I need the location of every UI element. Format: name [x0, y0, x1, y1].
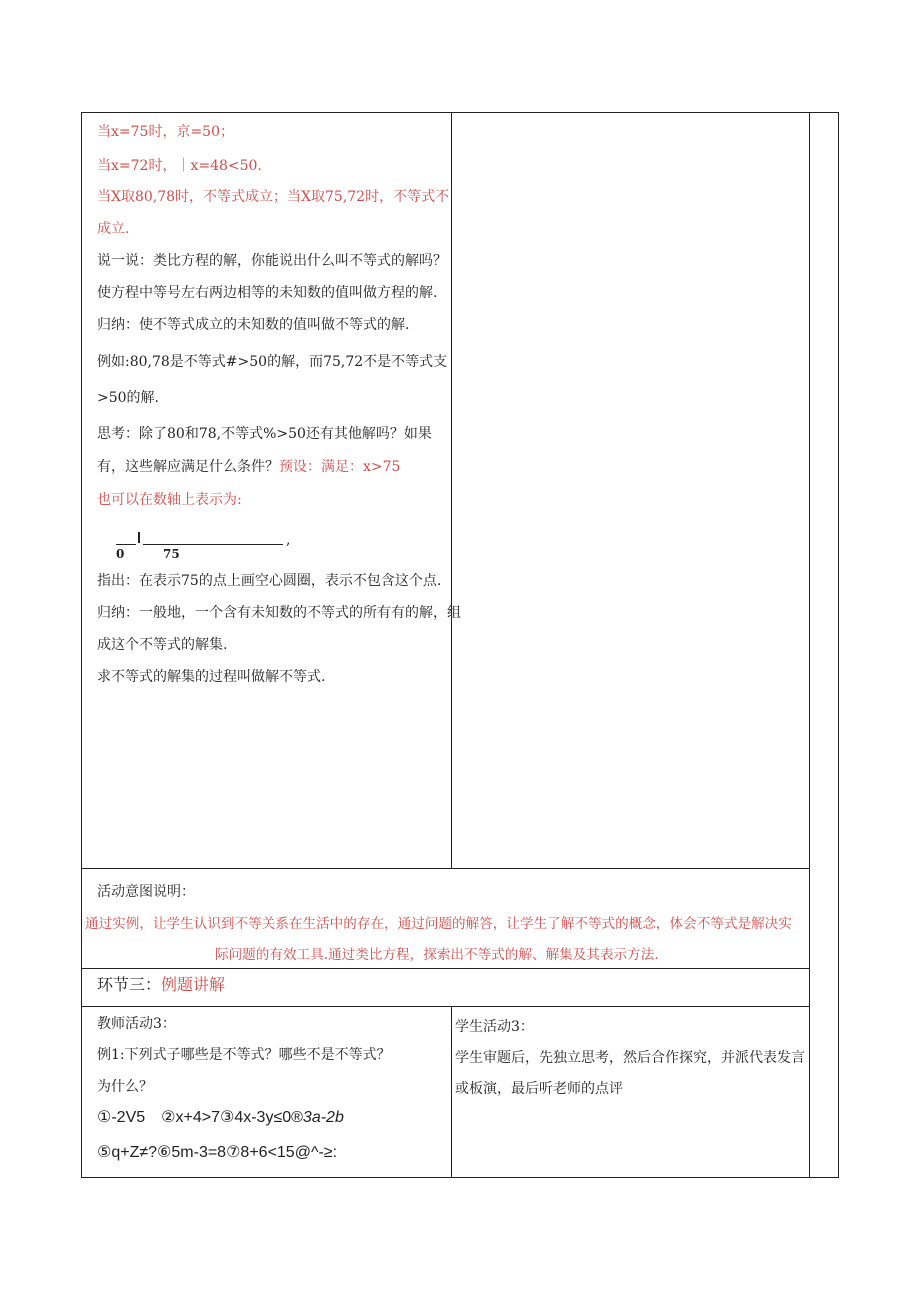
- text-line-equation-def: 使方程中等号左右两边相等的未知数的值叫做方程的解.: [97, 285, 438, 301]
- row-divider-3: [81, 1006, 810, 1007]
- red-line-3: 当X取80,78时，不等式成立；当X取75,72时，不等式不: [97, 189, 450, 205]
- intent-line-2: 际问题的有效工具.通过类比方程，探索出不等式的解、解集及其表示方法.: [215, 947, 659, 963]
- table-border-bottom: [81, 1177, 810, 1178]
- text-line-generalize: 归纳：一般地，一个含有未知数的不等式的所有有的解，组: [97, 605, 461, 621]
- number-line: [110, 525, 300, 561]
- text-line-generalize-cont: 成这个不等式的解集.: [97, 637, 228, 653]
- text-line-say: 说一说：类比方程的解，你能说出什么叫不等式的解吗？: [97, 253, 447, 269]
- think-question: 有，这些解应满足什么条件？: [97, 459, 279, 475]
- row-divider-1: [81, 868, 810, 869]
- table-border-left: [81, 112, 82, 1178]
- section-title: 例题讲解: [161, 977, 226, 994]
- axis-intro: 也可以在数轴上表示为:: [97, 492, 242, 508]
- expression-row-2: ⑤q+Z≠?⑥5m-3=8⑦8+6<15@^-≥:: [97, 1144, 338, 1161]
- column-divider-top: [451, 112, 452, 869]
- student-line-1: 学生审题后，先独立思考，然后合作探究，并派代表发言: [455, 1050, 805, 1066]
- teacher-question-1: 例1:下列式子哪些是不等式？哪些不是不等式？: [97, 1047, 391, 1063]
- axis-label-75: 75: [163, 547, 180, 561]
- axis-comma: ,: [286, 532, 291, 548]
- text-line-conclude: 归纳：使不等式成立的未知数的值叫做不等式的解.: [97, 317, 410, 333]
- table-border-top: [81, 112, 810, 113]
- teacher-question-2: 为什么？: [97, 1079, 153, 1095]
- outer-top-extension: [809, 112, 839, 113]
- row-divider-2: [81, 968, 810, 969]
- red-line-4: 成立.: [97, 221, 130, 237]
- axis-label-0: 0: [116, 547, 125, 561]
- text-line-point-out: 指出：在表示75的点上画空心圆圈，表示不包含这个点.: [97, 573, 442, 589]
- text-line-solve: 求不等式的解集的过程叫做解不等式.: [97, 669, 326, 685]
- think-preset: 预设：满足：x>75: [279, 459, 401, 475]
- red-line-2: 当x=72时，｜x=48<50.: [97, 158, 262, 174]
- text-line-example: 例如:80,78是不等式#>50的解，而75,72不是不等式支: [97, 354, 448, 370]
- expression-3a-2b: 3a-2b: [302, 1109, 344, 1126]
- text-line-think-2: [97, 458, 400, 476]
- student-title: 学生活动3：: [455, 1019, 534, 1035]
- outer-bottom-extension: [809, 1177, 839, 1178]
- intent-line-1: 通过实例，让学生认识到不等关系在生活中的存在，通过问题的解答，让学生了解不等式的概念，体会不等式是解决实: [85, 916, 792, 932]
- text-line-example-cont: >50的解.: [97, 390, 159, 406]
- teacher-title: 教师活动3：: [97, 1016, 176, 1032]
- intent-title: 活动意图说明：: [97, 884, 195, 900]
- expression-row-1: [97, 1109, 344, 1127]
- section-header: [97, 976, 225, 995]
- red-line-1: 当x=75时，京=50；: [97, 124, 234, 140]
- table-border-right: [809, 112, 810, 1178]
- outer-right-column-border: [838, 112, 839, 1178]
- column-divider-bottom: [451, 1006, 452, 1178]
- expression-list-1: ①-2V5 ②x+4>7③4x-3y≤0®: [97, 1109, 303, 1126]
- section-label: 环节三：: [97, 977, 162, 994]
- student-line-2: 或板演，最后听老师的点评: [455, 1081, 623, 1097]
- axis-tick: [138, 532, 140, 543]
- text-line-think: 思考：除了80和78,不等式%>50还有其他解吗？如果: [97, 426, 432, 442]
